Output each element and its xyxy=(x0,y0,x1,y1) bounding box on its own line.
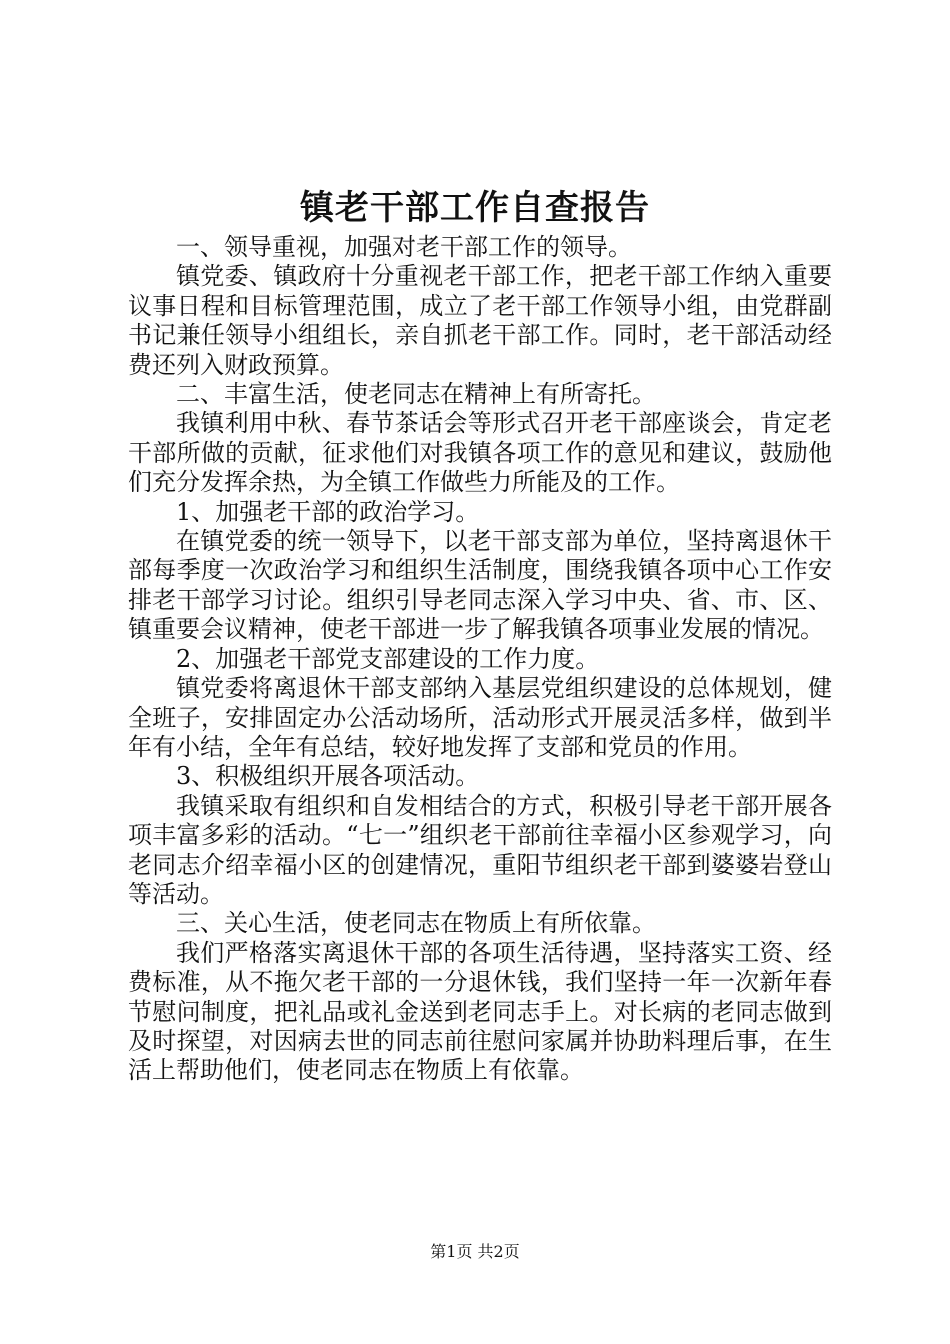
paragraph-spiritual-life: 我镇利用中秋、春节茶话会等形式召开老干部座谈会，肯定老干部所做的贡献，征求他们对我镇各项工作的意见和建议，鼓励他们充分发挥余热，为全镇工作做些力所能及的工作。 xyxy=(128,409,832,497)
document-body xyxy=(128,233,832,1086)
paragraph-activities: 我镇采取有组织和自发相结合的方式，积极引导老干部开展各项丰富多彩的活动。“七一”组织老干部前往幸福小区参观学习，向老同志介绍幸福小区的创建情况，重阳节组织老干部到婆婆岩登山等活动。 xyxy=(128,791,832,908)
paragraph-political-study: 在镇党委的统一领导下，以老干部支部为单位，坚持离退休干部每季度一次政治学习和组织生活制度，围绕我镇各项中心工作安排老干部学习讨论。组织引导老同志深入学习中央、省、市、区、镇重要会议精神，使老干部进一步了解我镇各项事业发展的情况。 xyxy=(128,527,832,644)
paragraph-leadership: 镇党委、镇政府十分重视老干部工作，把老干部工作纳入重要议事日程和目标管理范围，成立了老干部工作领导小组，由党群副书记兼任领导小组组长，亲自抓老干部工作。同时，老干部活动经费还列入财政预算。 xyxy=(128,262,832,379)
page-title: 镇老干部工作自查报告 xyxy=(300,188,650,228)
page-footer: 第1页 共2页 xyxy=(430,1242,520,1261)
paragraph-material-life: 我们严格落实离退休干部的各项生活待遇，坚持落实工资、经费标准，从不拖欠老干部的一分退休钱，我们坚持一年一次新年春节慰问制度，把礼品或礼金送到老同志手上。对长病的老同志做到及时探望，对因病去世的同志前往慰问家属并协助料理后事，在生活上帮助他们，使老同志在物质上有依靠。 xyxy=(128,938,832,1085)
heading-political-study: 1、加强老干部的政治学习。 xyxy=(176,497,480,526)
heading-material-life: 三、关心生活，使老同志在物质上有所依靠。 xyxy=(176,909,656,938)
paragraph-party-branch: 镇党委将离退休干部支部纳入基层党组织建设的总体规划，健全班子，安排固定办公活动场所，活动形式开展灵活多样，做到半年有小结，全年有总结，较好地发挥了支部和党员的作用。 xyxy=(128,674,832,761)
heading-leadership: 一、领导重视，加强对老干部工作的领导。 xyxy=(176,233,632,261)
heading-party-branch: 2、加强老干部党支部建设的工作力度。 xyxy=(176,644,600,673)
heading-spiritual-life: 二、丰富生活，使老同志在精神上有所寄托。 xyxy=(176,380,656,409)
heading-activities: 3、积极组织开展各项活动。 xyxy=(176,762,480,791)
